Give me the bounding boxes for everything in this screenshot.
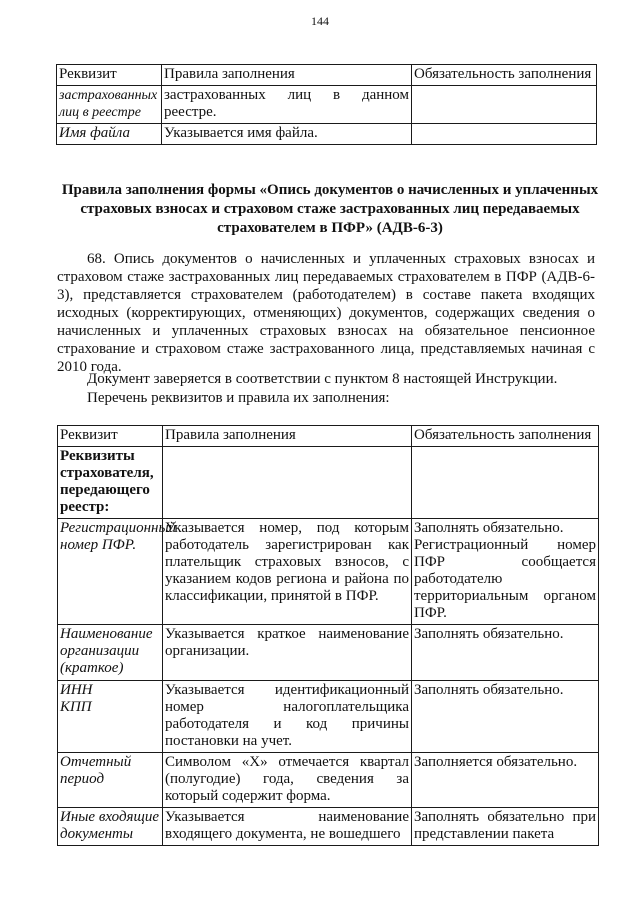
table-header-row (58, 426, 599, 447)
page-number: 144 (311, 14, 329, 28)
mandatory-cell (412, 86, 597, 124)
rule-cell: Указывается номер, под которым работодатель зарегистрирован как плательщик страховых взносов, с указанием кодов региона и района по классификации, принятой в ПФР. (163, 519, 412, 625)
mandatory-cell: Заполнять обязательно при представлении пакета (412, 808, 599, 846)
table-row (58, 808, 599, 846)
rule-cell: застрахованных лиц в данном реестре. (162, 86, 412, 124)
mandatory-note: Регистрационный номер ПФР сообщается работодателю территориальным органом ПФР. (414, 537, 596, 621)
paragraph-certification: Документ заверяется в соответствии с пунктом 8 настоящей Инструкции. (87, 371, 558, 387)
mandatory-cell (412, 124, 597, 145)
requisite-cell: Имя файла (57, 124, 162, 145)
rule-cell: Указывается идентификационный номер налогоплательщика работодателя и код причины постановки на учет. (163, 681, 412, 753)
requisite-cell (58, 681, 163, 753)
rule-cell: Указывается краткое наименование организации. (163, 625, 412, 681)
section-heading: Правила заполнения формы «Опись документов о начисленных и уплаченных страховых взносах и страховом стаже застрахованных лиц передаваемых страхователем в ПФР» (АДВ-6-3) (61, 182, 599, 236)
requisite-cell: Иные входящие документы (58, 808, 163, 846)
rule-cell: Символом «Х» отмечается квартал (полугодие) года, сведения за который содержит форма. (163, 753, 412, 808)
requisite-inn: ИНН (60, 682, 93, 698)
section-row (58, 447, 599, 519)
header-requisite: Реквизит (57, 65, 162, 86)
requisite-cell: Наименование организации (краткое) (58, 625, 163, 681)
mandatory-value: Заполнять обязательно. (414, 520, 564, 536)
section-label: Реквизиты страхователя, передающего реестр: (58, 447, 163, 519)
requisites-table (57, 425, 599, 846)
table-row (58, 681, 599, 753)
requisite-cell: Отчетный период (58, 753, 163, 808)
mandatory-cell (412, 519, 599, 625)
rule-cell: Указывается наименование входящего документа, не вошедшего (163, 808, 412, 846)
header-rules: Правила заполнения (162, 65, 412, 86)
table-row (58, 519, 599, 625)
mandatory-cell: Заполняется обязательно. (412, 753, 599, 808)
requisites-table-continued (56, 64, 597, 145)
mandatory-cell: Заполнять обязательно. (412, 625, 599, 681)
table-row (58, 753, 599, 808)
requisite-kpp: КПП (60, 699, 92, 715)
mandatory-cell: Заполнять обязательно. (412, 681, 599, 753)
paragraph-list-intro: Перечень реквизитов и правила их заполнения: (87, 390, 390, 406)
header-requisite: Реквизит (58, 426, 163, 447)
table-header-row (57, 65, 597, 86)
requisite-cell: застрахованных лиц в реестре (57, 86, 162, 124)
header-rules: Правила заполнения (163, 426, 412, 447)
table-row (58, 625, 599, 681)
header-mandatory: Обязательность заполнения (412, 426, 599, 447)
requisite-cell: Регистрационный номер ПФР. (58, 519, 163, 625)
table-row (57, 124, 597, 145)
paragraph-68: 68. Опись документов о начисленных и уплаченных страховых взносах и страховом стаже застрахованных лиц передаваемых страхователем в ПФР (АДВ-6-3), представляется страхователем (работодателем) в составе пакета входящих исходных (корректирующих, отменяющих) документов, содержащих сведения о начисленных и уплаченных страховых взносах на обязательное пенсионное страхование и страховом стаже застрахованного лица, представляемых начиная с 2010 года. (57, 251, 595, 375)
header-mandatory: Обязательность заполнения (412, 65, 597, 86)
rule-cell: Указывается имя файла. (162, 124, 412, 145)
table-row (57, 86, 597, 124)
